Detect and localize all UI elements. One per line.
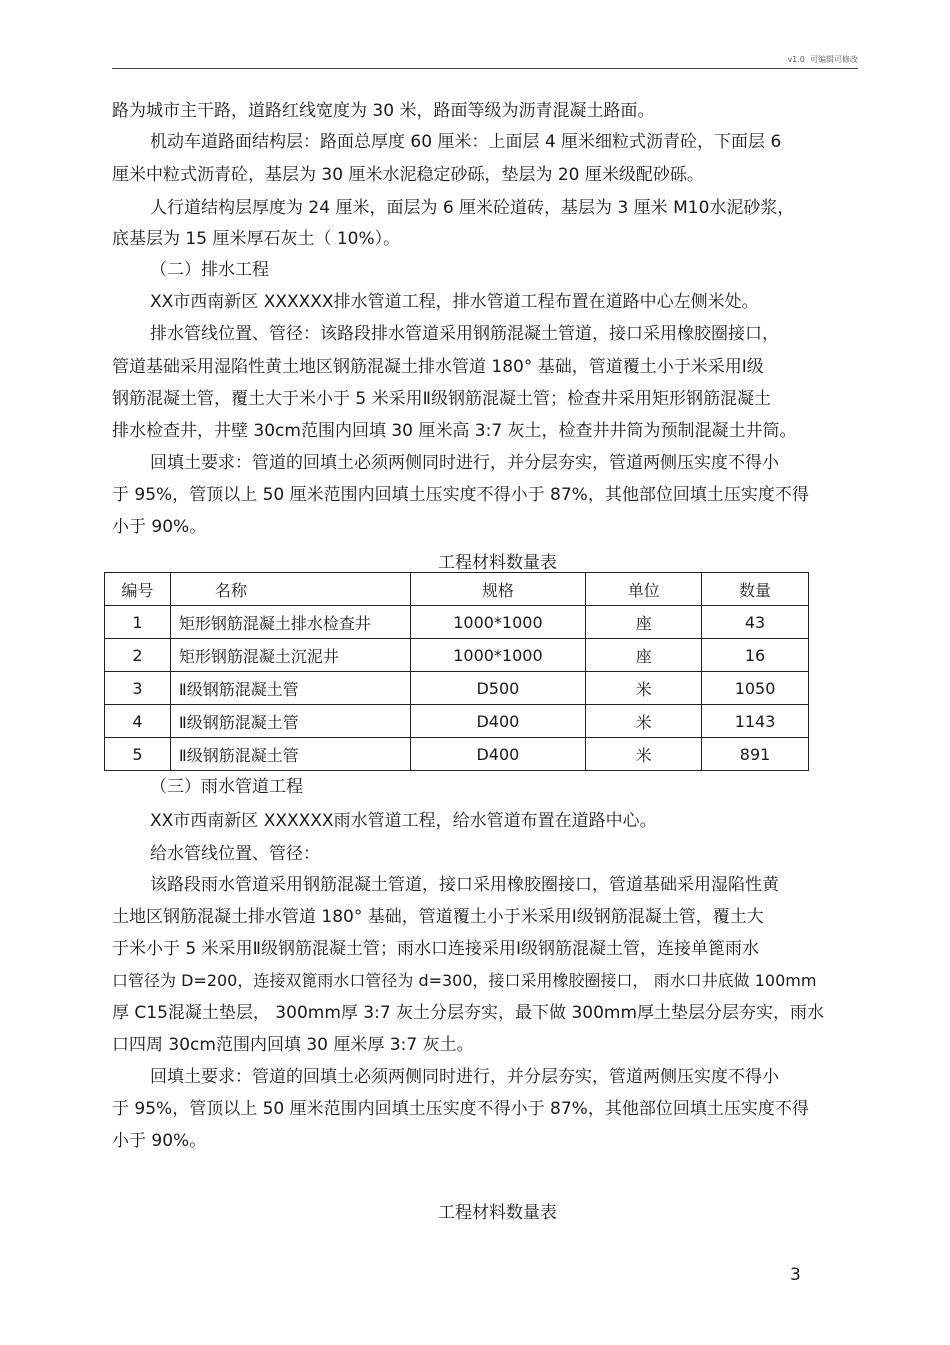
table-row: [105, 672, 809, 705]
table-row: [105, 639, 809, 672]
paragraph-line: 机动车道路面结构层：路面总厚度 60 厘米：上面层 4 厘米细粒式沥青砼，下面层 6: [150, 132, 782, 152]
header-cell: 数量: [702, 573, 809, 606]
paragraph-line: 厚 C15混凝土垫层， 300mm厚 3:7 灰土分层夯实，最下做 300mm厚土垫层分层夯实，雨水: [112, 1003, 825, 1023]
table-cell: 米: [586, 738, 702, 771]
table-cell: 43: [702, 606, 809, 639]
table-row: [105, 738, 809, 771]
table-cell: 891: [702, 738, 809, 771]
table-title-2: 工程材料数量表: [438, 1203, 557, 1223]
table-cell: 矩形钢筋混凝土排水检查井: [170, 606, 410, 639]
paragraph-line: 回填土要求：管道的回填土必须两侧同时进行，并分层夯实，管道两侧压实度不得小: [150, 453, 779, 473]
table-cell: 1: [105, 606, 171, 639]
section-heading: （二）排水工程: [150, 260, 269, 280]
table-cell: Ⅱ级钢筋混凝土管: [170, 705, 410, 738]
table-cell: 米: [586, 672, 702, 705]
table-cell: 矩形钢筋混凝土沉泥井: [170, 639, 410, 672]
editable-note: 可编辑可修改: [810, 55, 858, 64]
paragraph-line: 口管径为 D=200，连接双篦雨水口管径为 d=300，接口采用橡胶圈接口， 雨水口井底做 100mm: [112, 971, 817, 990]
header-cell: 单位: [586, 573, 702, 606]
paragraph-line: 于 95%，管顶以上 50 厘米范围内回填土压实度不得小于 87%，其他部位回填土压实度不得: [112, 1099, 809, 1119]
table-cell: 2: [105, 639, 171, 672]
paragraph-line: 钢筋混凝土管，覆土大于米小于 5 米采用Ⅱ级钢筋混凝土管；检查井采用矩形钢筋混凝土: [112, 389, 771, 409]
table-row: [105, 606, 809, 639]
paragraph-line: 小于 90%。: [112, 517, 207, 537]
table-cell: 5: [105, 738, 171, 771]
header-cell: 规格: [410, 573, 586, 606]
paragraph-line: 管道基础采用湿陷性黄土地区钢筋混凝土排水管道 180° 基础，管道覆土小于米采用Ⅰ级: [112, 357, 764, 377]
table-cell: 1050: [702, 672, 809, 705]
paragraph-line: XX市西南新区 XXXXXX排水管道工程，排水管道工程布置在道路中心左侧米处。: [150, 292, 759, 312]
table-header-row: [105, 573, 809, 606]
header-rule: [112, 68, 858, 69]
table-cell: Ⅱ级钢筋混凝土管: [170, 738, 410, 771]
paragraph-line: 人行道结构层厚度为 24 厘米，面层为 6 厘米砼道砖，基层为 3 厘米 M10水泥砂浆，: [150, 198, 795, 218]
paragraph-line: 土地区钢筋混凝土排水管道 180° 基础，管道覆土小于米采用Ⅰ级钢筋混凝土管，覆土大: [112, 907, 764, 927]
page-number: 3: [790, 1265, 801, 1285]
table-cell: 16: [702, 639, 809, 672]
paragraph-line: 底基层为 15 厘米厚石灰土（ 10%）。: [112, 229, 401, 249]
paragraph-line: 于米小于 5 米采用Ⅱ级钢筋混凝土管；雨水口连接采用Ⅰ级钢筋混凝土管，连接单篦雨水: [112, 939, 760, 959]
header-note: [787, 54, 858, 65]
paragraph-line: 排水检查井，井壁 30cm范围内回填 30 厘米高 3:7 灰土，检查井井筒为预制混凝土井筒。: [112, 421, 797, 441]
paragraph-line: XX市西南新区 XXXXXX雨水管道工程，给水管道布置在道路中心。: [150, 811, 657, 831]
table-cell: 米: [586, 705, 702, 738]
table-cell: D400: [410, 705, 586, 738]
table-cell: 4: [105, 705, 171, 738]
table-cell: 座: [586, 639, 702, 672]
paragraph-line: 路为城市主干路，道路红线宽度为 30 米，路面等级为沥青混凝土路面。: [112, 101, 655, 121]
table-cell: D400: [410, 738, 586, 771]
table-title: 工程材料数量表: [438, 553, 557, 573]
paragraph-line: 该路段雨水管道采用钢筋混凝土管道，接口采用橡胶圈接口，管道基础采用湿陷性黄: [150, 875, 779, 895]
paragraph-line: 于 95%，管顶以上 50 厘米范围内回填土压实度不得小于 87%，其他部位回填土压实度不得: [112, 485, 809, 505]
section-heading: （三）雨水管道工程: [150, 777, 303, 797]
table-cell: 1143: [702, 705, 809, 738]
table-cell: D500: [410, 672, 586, 705]
header-cell: 名称: [170, 573, 410, 606]
paragraph-line: 口四周 30cm范围内回填 30 厘米厚 3:7 灰土。: [112, 1035, 474, 1055]
table-row: [105, 705, 809, 738]
table-cell: 3: [105, 672, 171, 705]
paragraph-line: 排水管线位置、管径：该路段排水管道采用钢筋混凝土管道，接口采用橡胶圈接口，: [150, 324, 779, 344]
version-label: v1.0: [787, 55, 805, 64]
materials-table: [104, 572, 809, 771]
paragraph-line: 厘米中粒式沥青砼，基层为 30 厘米水泥稳定砂砾，垫层为 20 厘米级配砂砾。: [112, 165, 704, 185]
paragraph-line: 回填土要求：管道的回填土必须两侧同时进行，并分层夯实，管道两侧压实度不得小: [150, 1067, 779, 1087]
table-cell: 座: [586, 606, 702, 639]
header-cell: 编号: [105, 573, 171, 606]
paragraph-line: 给水管线位置、管径：: [150, 844, 320, 864]
table-cell: 1000*1000: [410, 639, 586, 672]
paragraph-line: 小于 90%。: [112, 1131, 207, 1151]
table-cell: 1000*1000: [410, 606, 586, 639]
table-cell: Ⅱ级钢筋混凝土管: [170, 672, 410, 705]
